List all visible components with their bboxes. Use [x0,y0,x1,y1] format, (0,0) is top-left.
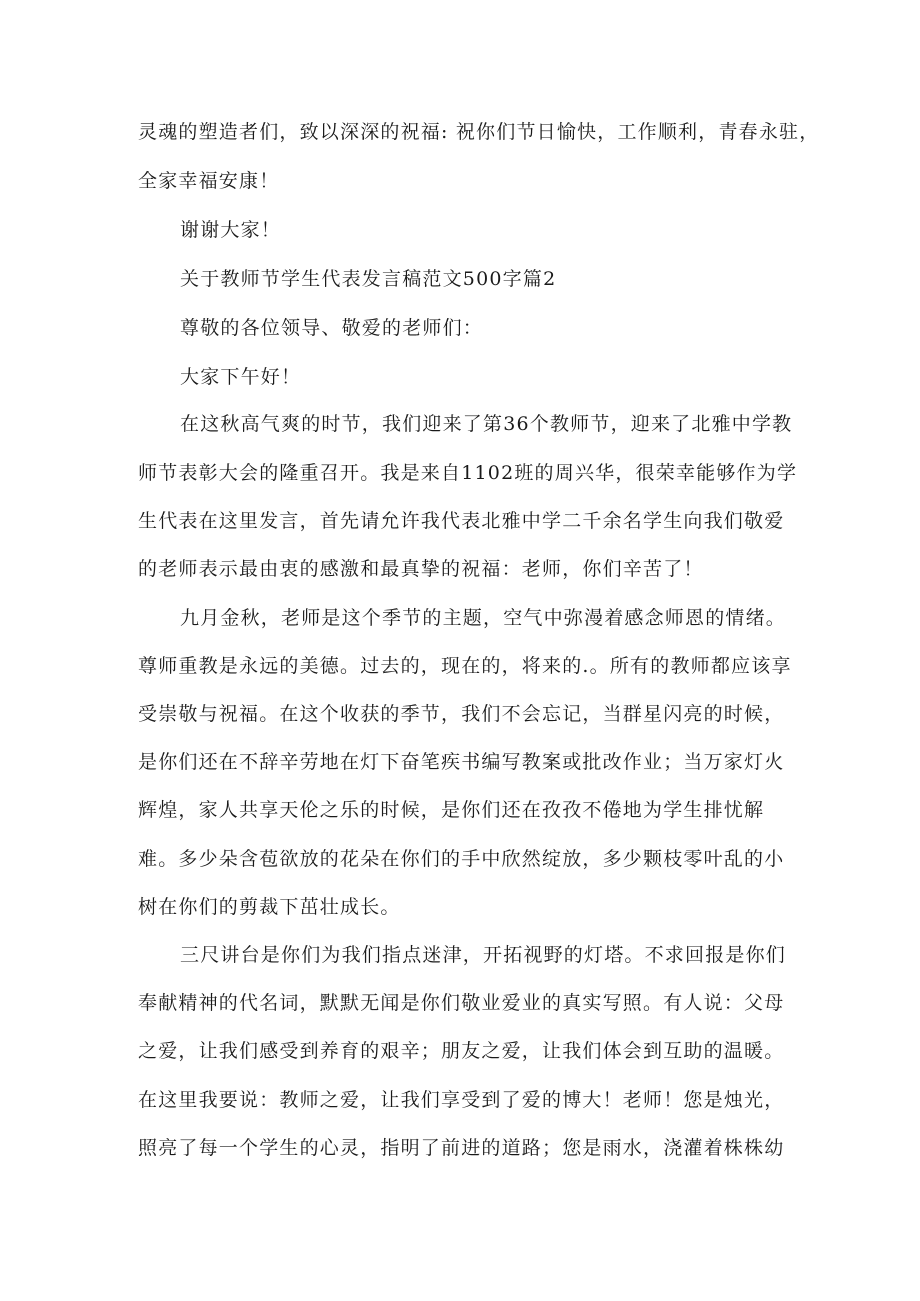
text-line: 受崇敬与祝福。在这个收获的季节，我们不会忘记，当群星闪亮的时候， [138,703,785,725]
text-line: 灵魂的塑造者们，致以深深的祝福: 祝你们节日愉快，工作顺利，青春永驻， [138,121,820,143]
section-heading: 关于教师节学生代表发言稿范文500字篇2 [180,268,557,290]
text-line: 全家幸福安康！ [138,170,280,192]
salutation: 尊敬的各位领导、敬爱的老师们： [180,317,484,339]
text-line: 树在你们的剪裁下茁壮成长。 [138,896,401,918]
text-line: 生代表在这里发言，首先请允许我代表北雅中学二千余名学生向我们敬爱 [138,510,785,532]
text-line: 三尺讲台是你们为我们指点迷津，开拓视野的灯塔。不求回报是你们 [180,944,787,966]
text-line: 在这秋高气爽的时节，我们迎来了第36个教师节，迎来了北雅中学教 [180,413,793,435]
text-line: 奉献精神的代名词，默默无闻是你们敬业爱业的真实写照。有人说：父母 [138,992,785,1014]
text-line: 的老师表示最由衷的感激和最真挚的祝福：老师，你们辛苦了！ [138,558,704,580]
greeting: 大家下午好！ [180,366,302,388]
text-line: 之爱，让我们感受到养育的艰辛；朋友之爱，让我们体会到互助的温暖。 [138,1040,785,1062]
text-line: 辉煌，家人共享天伦之乐的时候，是你们还在孜孜不倦地为学生排忧解 [138,799,765,821]
text-line: 尊师重教是永远的美德。过去的，现在的，将来的.。所有的教师都应该享 [138,655,792,677]
text-line: 九月金秋，老师是这个季节的主题，空气中弥漫着感念师恩的情绪。 [180,607,787,629]
text-line: 在这里我要说：教师之爱，让我们享受到了爱的博大！老师！您是烛光， [138,1089,785,1111]
text-line: 照亮了每一个学生的心灵，指明了前进的道路；您是雨水，浇灌着株株幼 [138,1137,785,1159]
text-line: 师节表彰大会的隆重召开。我是来自1102班的周兴华，很荣幸能够作为学 [138,462,798,484]
text-line: 谢谢大家！ [180,219,282,241]
text-line: 难。多少朵含苞欲放的花朵在你们的手中欣然绽放，多少颗枝零叶乱的小 [138,848,785,870]
text-line: 是你们还在不辞辛劳地在灯下奋笔疾书编写教案或批改作业；当万家灯火 [138,751,785,773]
